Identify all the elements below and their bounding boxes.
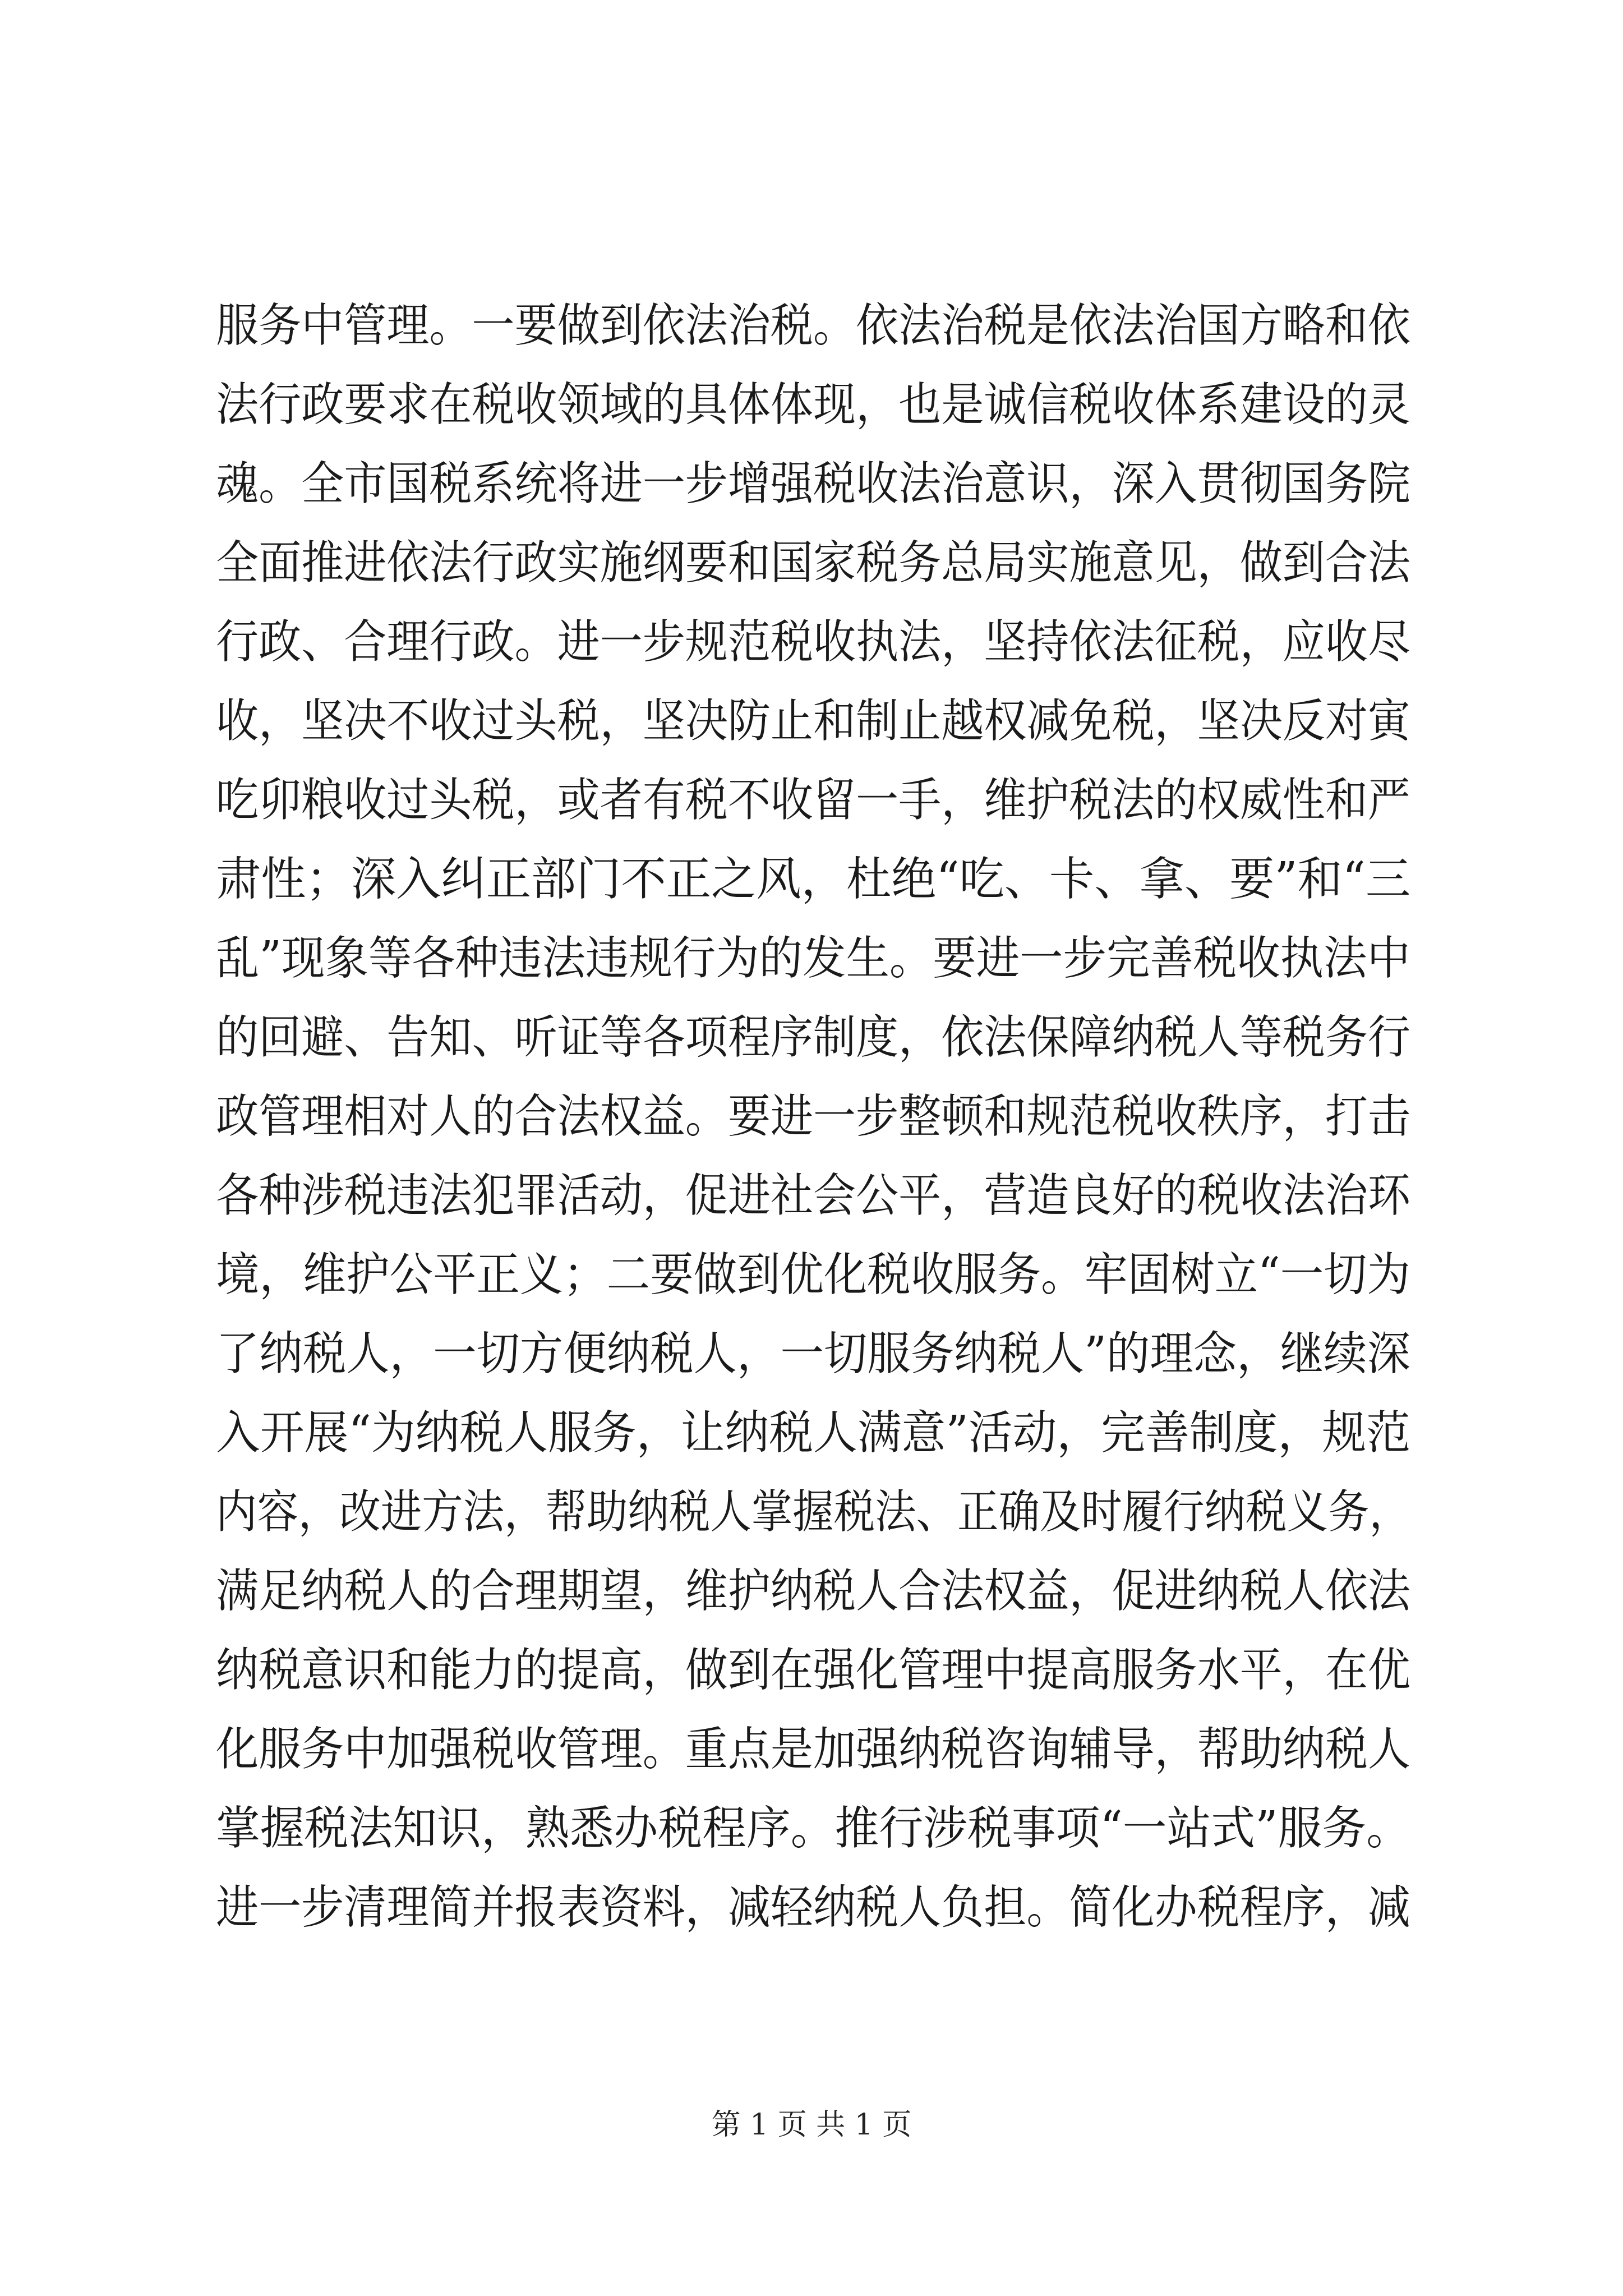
page-number-footer: 第 1 页 共 1 页: [711, 2108, 912, 2142]
text-line: 的回避、告知、听证等各项程序制度，依法保障纳税人等税务行: [216, 1011, 1411, 1064]
text-line: 入开展“为纳税人服务，让纳税人满意”活动，完善制度，规范: [216, 1406, 1411, 1460]
text-line: 进一步清理简并报表资料，减轻纳税人负担。简化办税程序，减: [216, 1881, 1411, 1934]
text-line: 政管理相对人的合法权益。要进一步整顿和规范税收秩序，打击: [216, 1090, 1411, 1143]
text-line: 满足纳税人的合理期望，维护纳税人合法权益，促进纳税人依法: [216, 1565, 1411, 1618]
body-text: [216, 286, 1410, 1947]
text-line: 肃性；深入纠正部门不正之风，杜绝“吃、卡、拿、要”和“三: [216, 853, 1411, 906]
text-line: 法行政要求在税收领域的具体体现，也是诚信税收体系建设的灵: [216, 378, 1411, 431]
text-line: 纳税意识和能力的提高，做到在强化管理中提高服务水平，在优: [216, 1644, 1411, 1697]
text-line: 掌握税法知识，熟悉办税程序。推行涉税事项“一站式”服务。: [216, 1802, 1411, 1855]
text-line: 收，坚决不收过头税，坚决防止和制止越权减免税，坚决反对寅: [216, 694, 1411, 748]
text-line: 化服务中加强税收管理。重点是加强纳税咨询辅导，帮助纳税人: [216, 1723, 1411, 1776]
text-line: 了纳税人，一切方便纳税人，一切服务纳税人”的理念，继续深: [216, 1327, 1410, 1381]
text-line: 境，维护公平正义；二要做到优化税收服务。牢固树立“一切为: [216, 1248, 1410, 1301]
text-line: 内容，改进方法，帮助纳税人掌握税法、正确及时履行纳税义务，: [216, 1485, 1410, 1539]
text-line: 行政、合理行政。进一步规范税收执法，坚持依法征税，应收尽: [216, 615, 1411, 669]
text-line: 魂。全市国税系统将进一步增强税收法治意识，深入贯彻国务院: [216, 457, 1411, 510]
text-line: 乱”现象等各种违法违规行为的发生。要进一步完善税收执法中: [216, 932, 1410, 985]
text-line: 服务中管理。一要做到依法治税。依法治税是依法治国方略和依: [216, 299, 1411, 352]
text-line: 吃卯粮收过头税，或者有税不收留一手，维护税法的权威性和严: [216, 774, 1411, 827]
text-line: 全面推进依法行政实施纲要和国家税务总局实施意见，做到合法: [216, 536, 1411, 590]
text-line: 各种涉税违法犯罪活动，促进社会公平，营造良好的税收法治环: [216, 1169, 1411, 1222]
